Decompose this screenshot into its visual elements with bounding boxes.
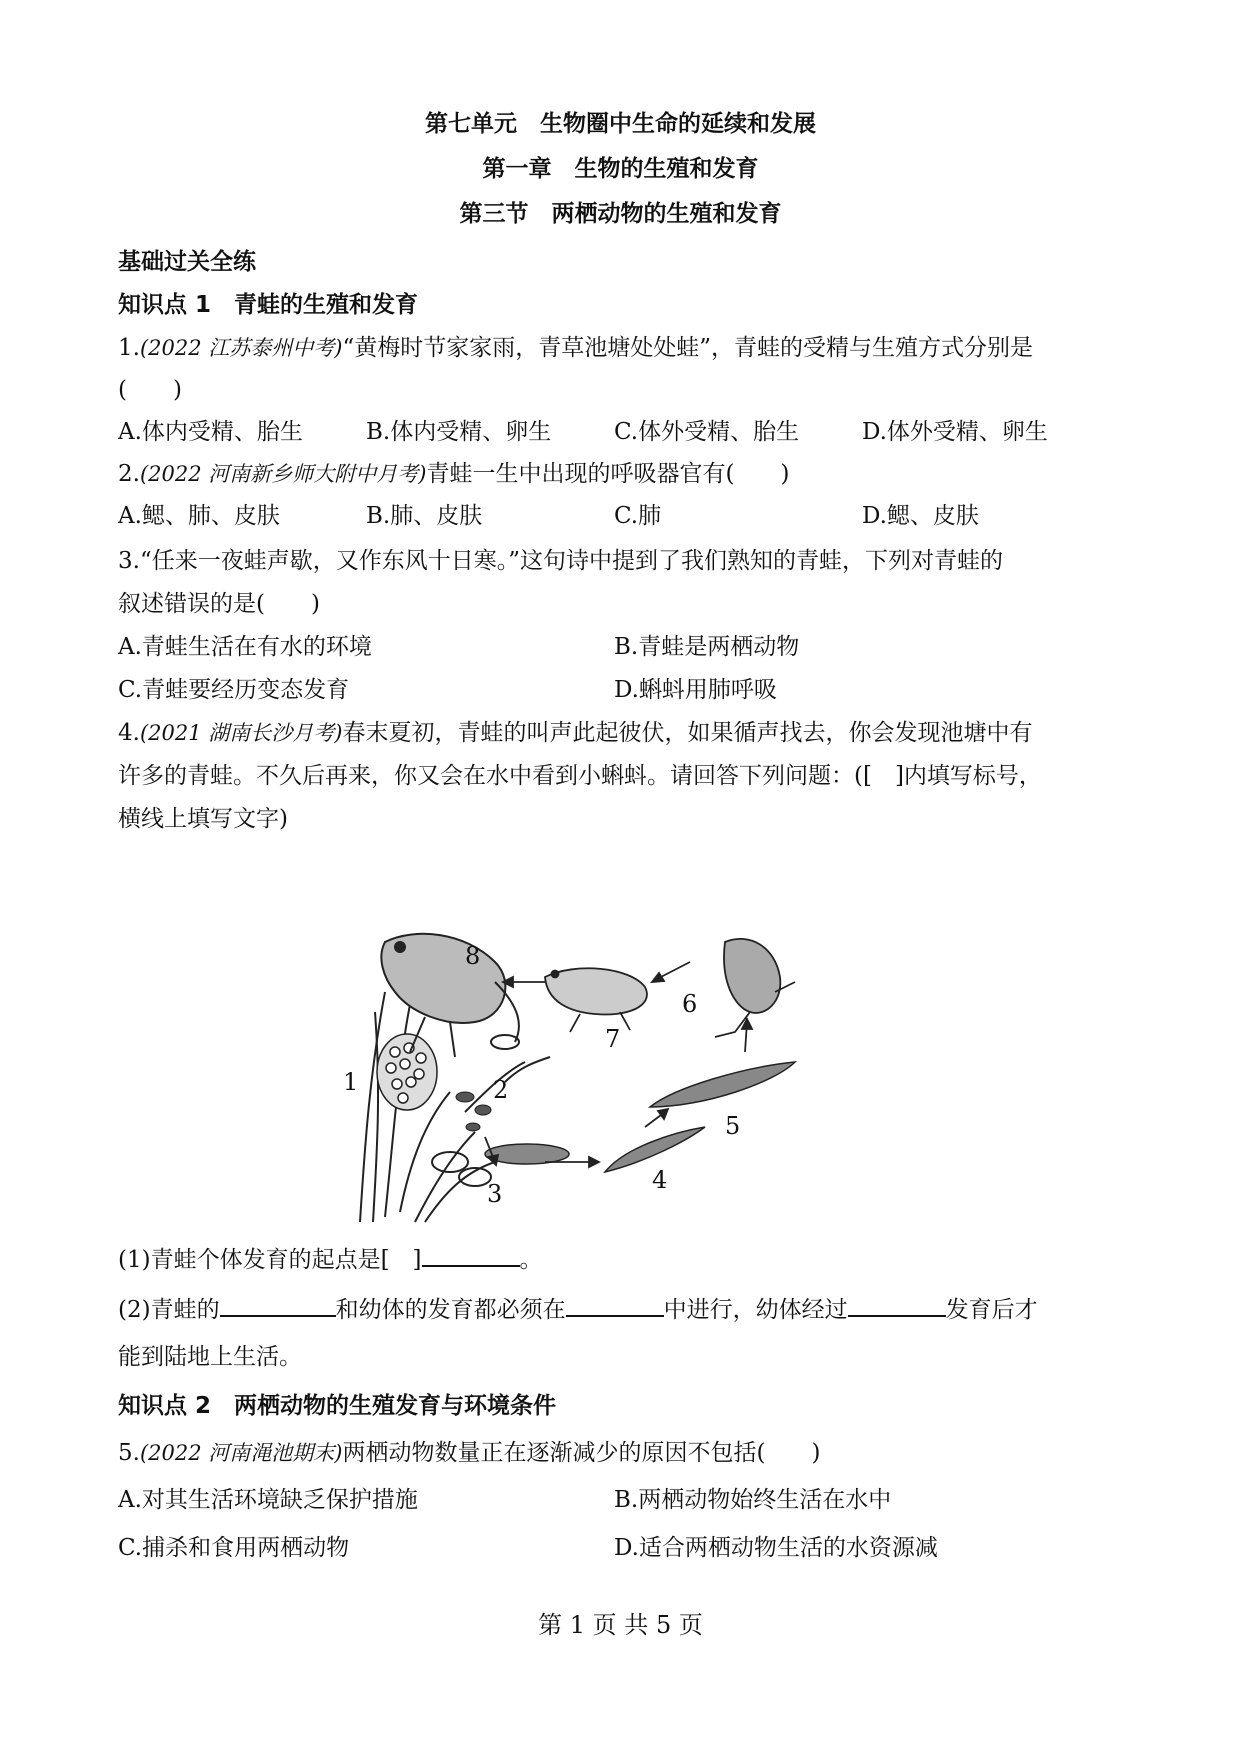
q1-option-b: B.体内受精、卵生 [366, 419, 552, 445]
q3-option-b: B.青蛙是两栖动物 [614, 634, 800, 660]
q3-option-a: A.青蛙生活在有水的环境 [118, 634, 372, 660]
q4-source: (2021 湖南长沙月考) [139, 721, 343, 745]
q4-sub-1 [118, 1243, 1128, 1275]
figure-label-7: 7 [605, 1025, 621, 1053]
q4-line-3: 横线上填写文字) [118, 806, 288, 832]
q4-sub2-part-a: (2)青蛙的 [118, 1297, 220, 1323]
q4-sub2-blank-1[interactable] [220, 1293, 336, 1317]
q4-line-2: 许多的青蛙。不久后再来，你又会在水中看到小蝌蚪。请回答下列问题：([ ]内填写标号， [118, 763, 1042, 789]
question-5 [118, 1438, 1128, 1468]
hatchling-illustration [456, 1092, 491, 1131]
frog-life-cycle-figure [343, 922, 900, 1225]
young-frog-stage-7-illustration [545, 968, 647, 1032]
figure-label-1: 1 [343, 1068, 359, 1096]
figure-label-3: 3 [487, 1180, 503, 1208]
question-2 [118, 459, 1128, 489]
q4-sub2-blank-3[interactable] [848, 1293, 946, 1317]
q2-source: (2022 河南新乡师大附中月考) [139, 462, 427, 486]
q4-sub2-line-2: 能到陆地上生活。 [118, 1344, 302, 1370]
q4-sub1-prefix: (1)青蛙个体发育的起点是[ ] [118, 1247, 422, 1273]
part-heading: 基础过关全练 [118, 249, 256, 275]
q4-sub2-part-b: 和幼体的发育都必须在 [335, 1297, 566, 1323]
q5-option-a: A.对其生活环境缺乏保护措施 [118, 1487, 418, 1513]
q4-sub2-part-d: 发育后才 [945, 1297, 1038, 1323]
figure-label-8: 8 [465, 942, 481, 970]
q5-number: 5. [118, 1440, 140, 1466]
q1-text: “黄梅时节家家雨，青草池塘处处蛙”，青蛙的受精与生殖方式分别是 [342, 335, 1033, 361]
figure-label-5: 5 [725, 1112, 741, 1140]
q5-option-c: C.捕杀和食用两栖动物 [118, 1535, 350, 1561]
q1-option-d: D.体外受精、卵生 [862, 419, 1048, 445]
q5-option-b: B.两栖动物始终生活在水中 [614, 1487, 892, 1513]
q1-option-c: C.体外受精、胎生 [614, 419, 800, 445]
q4-sub2-blank-2[interactable] [566, 1293, 664, 1317]
knowledge-point-2: 知识点 2 两栖动物的生殖发育与环境条件 [118, 1393, 557, 1419]
tadpole-stage-5-illustration [650, 1062, 795, 1107]
q5-option-d: D.适合两栖动物生活的水资源减 [614, 1535, 938, 1561]
q2-option-a: A.鳃、肺、皮肤 [118, 503, 280, 529]
section-title: 第三节 两栖动物的生殖和发育 [459, 201, 782, 227]
q5-source: (2022 河南渑池期末) [139, 1441, 343, 1465]
q4-line-1: 春末夏初，青蛙的叫声此起彼伏，如果循声找去，你会发现池塘中有 [342, 720, 1033, 746]
q4-number: 4. [118, 720, 140, 746]
figure-label-4: 4 [652, 1166, 668, 1194]
q4-sub2-part-c: 中进行，幼体经过 [663, 1297, 848, 1323]
q1-source: (2022 江苏泰州中考) [139, 336, 343, 360]
figure-label-6: 6 [682, 990, 698, 1018]
figure-label-2: 2 [493, 1076, 509, 1104]
q4-sub1-blank[interactable] [422, 1243, 520, 1267]
q5-text: 两栖动物数量正在逐渐减少的原因不包括( ) [342, 1440, 821, 1466]
q4-sub1-suffix: 。 [519, 1247, 543, 1273]
q1-answer-paren: ( ) [118, 377, 182, 403]
egg-mass-illustration [377, 1034, 437, 1110]
q1-number: 1. [118, 335, 140, 361]
q3-line-2: 叙述错误的是( ) [118, 591, 320, 617]
q3-line-1: 3.“任来一夜蛙声歇，又作东风十日寒。”这句诗中提到了我们熟知的青蛙，下列对青蛙的 [118, 548, 1003, 574]
froglet-stage-6-illustration [715, 939, 795, 1037]
q3-option-d: D.蝌蚪用肺呼吸 [614, 677, 777, 703]
page-footer: 第 1 页 共 5 页 [538, 1611, 703, 1639]
question-4 [118, 718, 1128, 748]
q2-number: 2. [118, 461, 140, 487]
unit-title: 第七单元 生物圈中生命的延续和发展 [425, 111, 816, 137]
q2-option-c: C.肺 [614, 503, 662, 529]
q2-option-b: B.肺、皮肤 [366, 503, 483, 529]
q1-option-a: A.体内受精、胎生 [118, 419, 303, 445]
question-1 [118, 333, 1128, 363]
chapter-title: 第一章 生物的生殖和发育 [482, 156, 759, 182]
q4-sub-2 [118, 1293, 1128, 1325]
q2-text: 青蛙一生中出现的呼吸器官有( ) [426, 461, 790, 487]
q2-option-d: D.鳃、皮肤 [862, 503, 979, 529]
knowledge-point-1: 知识点 1 青蛙的生殖和发育 [118, 292, 419, 318]
q3-option-c: C.青蛙要经历变态发育 [118, 677, 350, 703]
